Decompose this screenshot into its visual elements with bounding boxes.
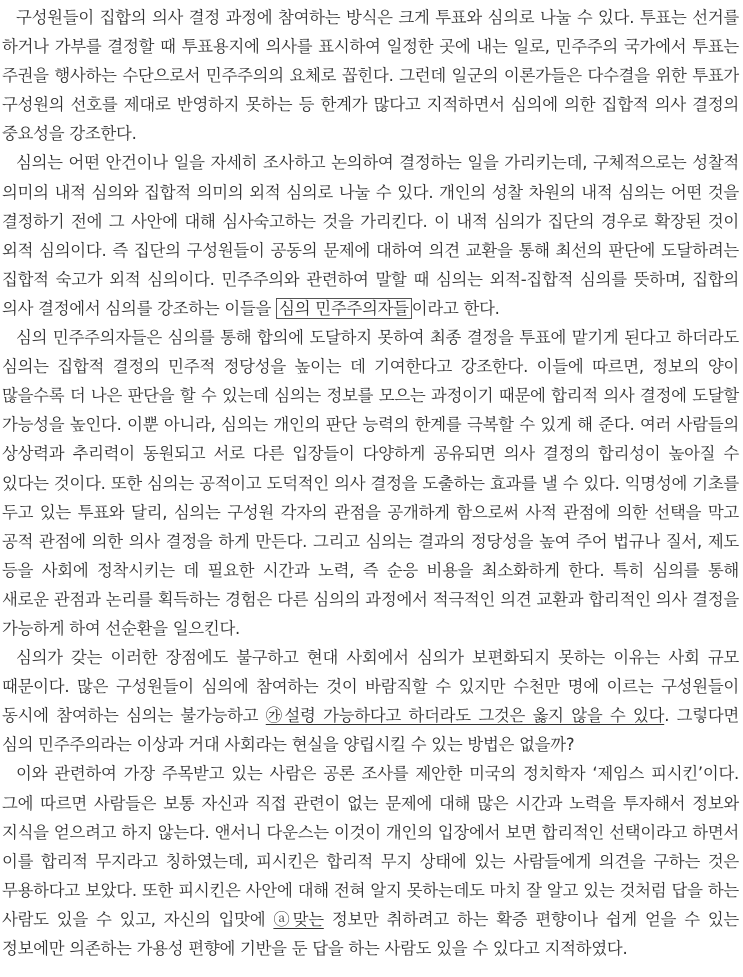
paragraph-3-text: 심의 민주주의자들은 심의를 통해 합의에 도달하지 못하여 최종 결정을 투표에 맡기게 된다고 하더라도 심의는 집합적 결정의 민주적 정당성을 높이는 데 기여한다고 강조한다. 이들에 따르면, 정보의 양이 많을수록 더 나은 판단을 할 수 있는데 심의는 정보를 모으는 과정이기 때문에 합리적 의사 결정에 도달할 가능성을 높인다. 이뿐 아니라, 심의는 개인의 판단 능력의 한계를 극복할 수 있게 해 준다. 여러 사람들의 상상력과 추리력이 동원되고 서로 다른 입장들이 다양하게 공유되면 의사 결정의 합리성이 높아질 수 있다는 것이다. 또한 심의는 공적이고 도덕적인 의사 결정을 도출하는 효과를 낼 수 있다. 익명성에 기초를 두고 있는 투표와 달리, 심의는 구성원 각자의 관점을 공개하게 함으로써 사적 관점에 의한 선택을 막고 공적 관점에 의한 의사 결정을 하게 만든다. 그리고 심의는 결과의 정당성을 높여 주어 법규나 질서, 제도 등을 사회에 정착시키는 데 필요한 시간과 노력, 즉 순응 비용을 최소화하게 한다. 특히 심의를 통해 새로운 관점과 논리를 획득하는 경험은 다른 심의의 과정에서 적극적인 의견 교환과 합리적인 의사 결정을 가능하게 하여 선순환을 일으킨다.	[2, 328, 739, 638]
paragraph-1	[2, 3, 739, 148]
paragraph-4	[2, 643, 739, 759]
paragraph-1-text: 구성원들이 집합의 의사 결정 과정에 참여하는 방식은 크게 투표와 심의로 나눌 수 있다. 투표는 선거를 하거나 가부를 결정할 때 투표용지에 의사를 표시하여 일정한 곳에 내는 일로, 민주주의 국가에서 투표는 주권을 행사하는 수단으로서 민주주의의 요체로 꼽힌다. 그런데 일군의 이론가들은 다수결을 위한 투표가 구성원의 선호를 제대로 반영하지 못하는 등 한계가 많다고 지적하면서 심의에 의한 집합적 의사 결정의 중요성을 강조한다.	[2, 8, 739, 144]
document-page	[0, 3, 743, 977]
underlined-phrase-ga: ㉮설령 가능하다고 하더라도 그것은 옳지 않을 수 있다	[265, 706, 665, 726]
underlined-word-a: ⓐ맞는	[273, 909, 324, 929]
paragraph-2-text-a: 심의는 어떤 안건이나 일을 자세히 조사하고 논의하여 결정하는 일을 가리키는데, 구체적으로는 성찰적 의미의 내적 심의와 집합적 의미의 외적 심의로 나눌 수 있다. 개인의 성찰 차원의 내적 심의는 어떤 것을 결정하기 전에 그 사안에 대해 심사숙고하는 것을 가리킨다. 이 내적 심의가 집단의 경우로 확장된 것이 외적 심의이다. 즉 집단의 구성원들이 공동의 문제에 대하여 의견 교환을 통해 최선의 판단에 도달하려는 집합적 숙고가 외적 심의이다. 민주주의와 관련하여 말할 때 심의는 외적-집합적 심의를 뜻하며, 집합의 의사 결정에서 심의를 강조하는 이들을	[2, 153, 739, 318]
paragraph-5-text-a: 이와 관련하여 가장 주목받고 있는 사람은 공론 조사를 제안한 미국의 정치학자 ‘제임스 피시킨’이다. 그에 따르면 사람들은 보통 자신과 직접 관련이 없는 문제에 대해 많은 시간과 노력을 투자해서 정보와 지식을 얻으려고 하지 않는다. 앤서니 다운스는 이것이 개인의 입장에서 보면 합리적인 선택이라고 하면서 이를 합리적 무지라고 칭하였는데, 피시킨은 합리적 무지 상태에 있는 사람들에게 의견을 구하는 것은 무용하다고 보았다. 또한 피시킨은 사안에 대해 전혀 알지 못하는데도 마치 잘 알고 있는 것처럼 답을 하는 사람도 있을 수 있고, 자신의 입맛에	[2, 764, 739, 929]
paragraph-4-text-a: 심의가 갖는 이러한 장점에도 불구하고 현대 사회에서 심의가 보편화되지 못하는 이유는 사회 규모 때문이다. 많은 구성원들이 심의에 참여하는 것이 바람직할 수 있지만 수천만 명에 이르는 구성원들이 동시에 참여하는 심의는 불가능하고	[2, 648, 739, 726]
paragraph-4-text-b: . 그렇다면 심의 민주주의라는 이상과 거대 사회라는 현실을 양립시킬 수 있는 방법은 없을까?	[2, 706, 739, 755]
boxed-term-deliberative-democrats: 심의 민주주의자들	[276, 298, 412, 319]
paragraph-2-text-b: 이라고 한다.	[411, 298, 500, 318]
paragraph-2	[2, 148, 739, 323]
paragraph-5-text-b: 정보만 취하려고 하는 확증 편향이나 쉽게 얻을 수 있는 정보에만 의존하는 가용성 편향에 기반을 둔 답을 하는 사람도 있을 수 있다고 지적하였다.	[2, 909, 739, 958]
paragraph-5	[2, 759, 739, 963]
paragraph-3	[2, 323, 739, 643]
